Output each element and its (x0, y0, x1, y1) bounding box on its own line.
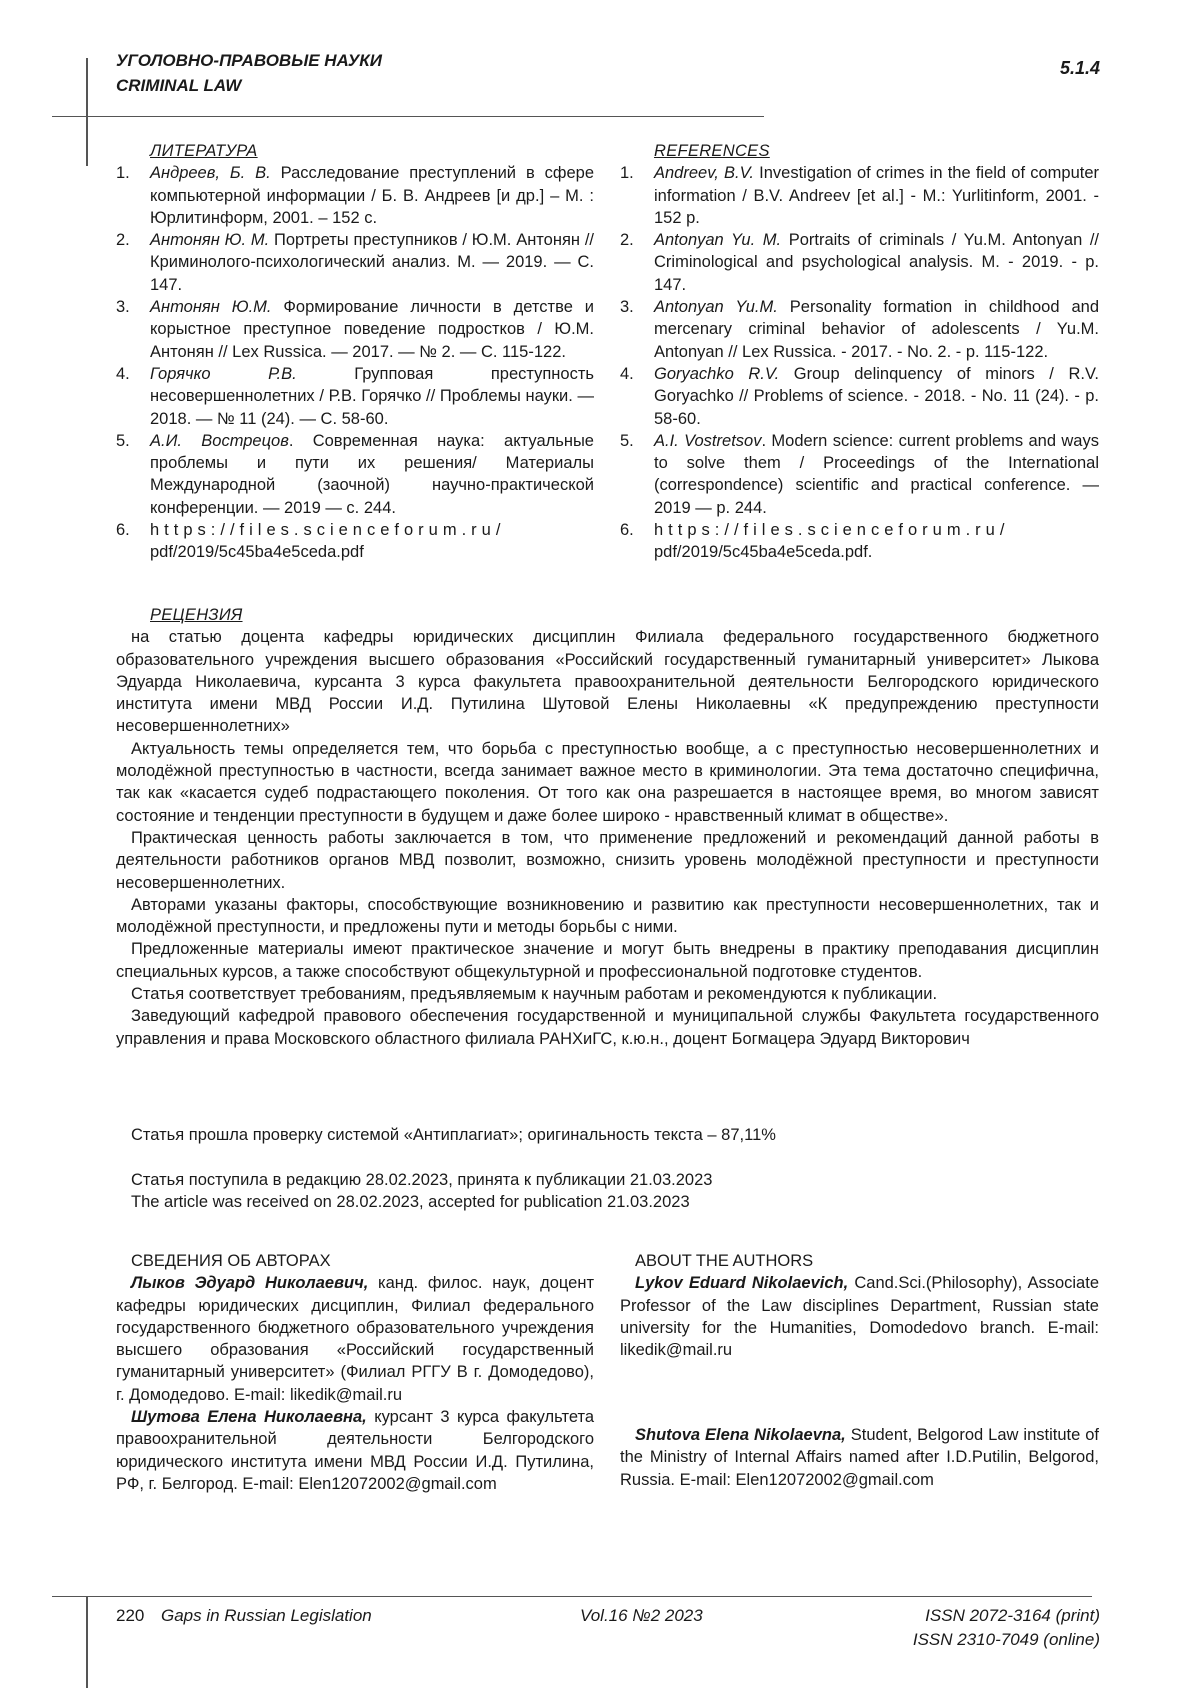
review-title: РЕЦЕНЗИЯ (150, 606, 243, 624)
author-info: Шутова Елена Николаевна, курсант 3 курса факультета правоохранительной деятельности Белгородского юридического института имени МВД России И.Д. Путилина, РФ, г. Белгород. E-mail: Elen12072002@gmail.com (116, 1408, 594, 1493)
references-ru-title: ЛИТЕРАТУРА (150, 142, 258, 160)
review-section (116, 604, 1099, 1050)
author-name: Lykov Eduard Nikolaevich, (635, 1274, 849, 1293)
received-note-en: The article was received on 28.02.2023, accepted for publication 21.03.2023 (131, 1193, 690, 1211)
references-ru (116, 140, 594, 564)
reference-item: 6. https://files.scienceforum.ru/ pdf/2019/5c45ba4e5ceda.pdf. (620, 521, 1010, 562)
author-name: Shutova Elena Nikolaevna, (635, 1426, 846, 1444)
authors-en-title: ABOUT THE AUTHORS (635, 1252, 814, 1270)
reference-item: 2. Антонян Ю. М. Портреты преступников / Ю.М. Антонян // Криминолого-психологический анализ. М. — 2019. — С. 147. (116, 231, 594, 294)
volume-issue: Vol.16 №2 2023 (580, 1606, 703, 1625)
reference-item: 4. Goryachko R.V. Group delinquency of minors / R.V. Goryachko // Problems of science. - 2018. - No. 11 (24). - p. 58-60. (620, 364, 1100, 428)
footer-vertical-rule (86, 1596, 88, 1688)
header-horizontal-rule (52, 116, 764, 117)
reference-link[interactable]: https://files.scienceforum.ru/ (150, 521, 506, 540)
review-paragraph: Авторами указаны факторы, способствующие возникновению и развитию как преступности несовершеннолетних, так и молодёжной преступности, и предложены пути и методы борьбы с ними. (116, 895, 1099, 937)
authors-en-2 (620, 1424, 1099, 1491)
header-vertical-rule (86, 58, 88, 166)
author-name: Лыков Эдуард Николаевич, (131, 1274, 369, 1293)
section-title-en: CRIMINAL LAW (116, 76, 242, 95)
reference-item: 2. Antonyan Yu. M. Portraits of criminals / Yu.M. Antonyan // Criminological and psychological analysis. M. - 2019. - p. 147. (620, 231, 1100, 294)
review-paragraph: Заведующий кафедрой правового обеспечения государственной и муниципальной службы Факультета государственного управления и права Московского областного филиала РАНХиГС, к.ю.н., доцент Богмацера Эдуард Викторович (116, 1007, 1099, 1048)
review-paragraph: Статья соответствует требованиям, предъявляемым к научным работам и рекомендуются к публикации. (131, 985, 938, 1004)
antiplagiat-note: Статья прошла проверку системой «Антиплагиат»; оригинальность текста – 87,11% (131, 1126, 776, 1144)
reference-item: 3. Антонян Ю.М. Формирование личности в детстве и корыстное преступное поведение подростков / Ю.М. Антонян // Lex Russica. — 2017. — № 2. — С. 115-122. (116, 298, 594, 361)
page-number: 220 (116, 1606, 145, 1625)
journal-name: Gaps in Russian Legislation (161, 1606, 372, 1625)
reference-item: 4. Горячко Р.В. Групповая преступность несовершеннолетних / Р.В. Горячко // Проблемы науки. — 2018. — № 11 (24). — С. 58-60. (116, 364, 594, 428)
reference-item: 6. https://files.scienceforum.ru/ pdf/2019/5c45ba4e5ceda.pdf (116, 521, 506, 562)
reference-item: 3. Antonyan Yu.M. Personality formation in childhood and mercenary criminal behavior of adolescents / Yu.M. Antonyan // Lex Russica. - 2017. - No. 2. - p. 115-122. (620, 298, 1099, 361)
section-header (116, 48, 382, 98)
author-info: Shutova Elena Nikolaevna, Student, Belgorod Law institute of the Ministry of Internal Affairs named after I.D.Putilin, Belgorod, Russia. E-mail: Elen12072002@gmail.com (620, 1426, 1100, 1489)
author-info: Лыков Эдуард Николаевич, канд. филос. наук, доцент кафедры юридических дисциплин, Филиал федерального государственного бюджетного образовательного учреждения высшего образования «Российский государственный гуманитарный университет» (Филиал РГГУ В г. Домодедово), г. Домодедово. E-mail: likedik@mail.ru (116, 1274, 594, 1404)
review-paragraph: на статью доцента кафедры юридических дисциплин Филиала федерального государственного бюджетного образовательного учреждения высшего образования «Российский государственный гуманитарный университет» Лыкова Эдуарда Николаевича, курсанта 3 курса факультета правоохранительной деятельности Белгородского юридического института имени МВД России И.Д. Путилина Шутовой Елены Николаевны «К предупреждению преступности несовершеннолетних» (116, 628, 1099, 736)
authors-ru-title: СВЕДЕНИЯ ОБ АВТОРАХ (131, 1252, 331, 1270)
authors-ru (116, 1250, 594, 1495)
reference-item: 1. Andreev, B.V. Investigation of crimes in the field of computer information / B.V. Andreev [et al.] - M.: Yurlitinform, 2001. - 152 p. (620, 164, 1100, 227)
author-name: Шутова Елена Николаевна, (131, 1408, 367, 1427)
review-paragraph: Предложенные материалы имеют практическое значение и могут быть внедрены в практику преподавания дисциплин специальных курсов, а также способствуют общекультурной и профессиональной подготовке студентов. (116, 940, 1099, 981)
reference-item: 5. А.И. Вострецов. Современная наука: актуальные проблемы и пути их решения/ Материалы Международной (заочной) научно-практической конференции. — 2019 — с. 244. (116, 431, 594, 517)
references-en (620, 140, 1099, 564)
issn-print: ISSN 2072-3164 (print) (925, 1606, 1100, 1625)
reference-link[interactable]: https://files.scienceforum.ru/ (654, 521, 1010, 540)
issn-block (913, 1604, 1100, 1652)
review-paragraph: Практическая ценность работы заключается в том, что применение предложений и рекомендаций данной работы в деятельности работников органов МВД позволит, возможно, снизить уровень молодёжной преступности и преступности несовершеннолетних. (116, 828, 1099, 892)
footer-horizontal-rule (52, 1596, 1092, 1597)
specialty-code: 5.1.4 (1059, 58, 1100, 78)
received-note-ru: Статья поступила в редакцию 28.02.2023, принята к публикации 21.03.2023 (131, 1171, 713, 1189)
review-paragraph: Актуальность темы определяется тем, что борьба с преступностью вообще, а с преступностью несовершеннолетних и молодёжной преступностью в частности, всегда занимает важное место в криминологии. Эта тема достаточно специфична, так как «касается судеб подрастающего поколения. От того как она разрешается в настоящее время, во многом зависят состояние и тенденции преступности в будущем и даже более широко - нравственный климат в обществе». (116, 739, 1099, 825)
issn-online: ISSN 2310-7049 (online) (912, 1630, 1100, 1649)
references-en-title: REFERENCES (654, 142, 770, 160)
reference-item: 1. Андреев, Б. В. Расследование преступлений в сфере компьютерной информации / Б. В. Андреев [и др.] – М. : Юрлитинформ, 2001. – 152 с. (116, 164, 594, 227)
author-info: Lykov Eduard Nikolaevich, Cand.Sci.(Philosophy), Associate Professor of the Law disciplines Department, Russian state university for the Humanities, Domodedovo branch. E-mail: likedik@mail.ru (620, 1274, 1099, 1360)
authors-en (620, 1250, 1099, 1361)
reference-item: 5. A.I. Vostretsov. Modern science: current problems and ways to solve them / Proceedings of the International (correspondence) scientific and practical conference. — 2019 — p. 244. (620, 431, 1099, 517)
section-title-ru: УГОЛОВНО-ПРАВОВЫЕ НАУКИ (116, 51, 382, 70)
